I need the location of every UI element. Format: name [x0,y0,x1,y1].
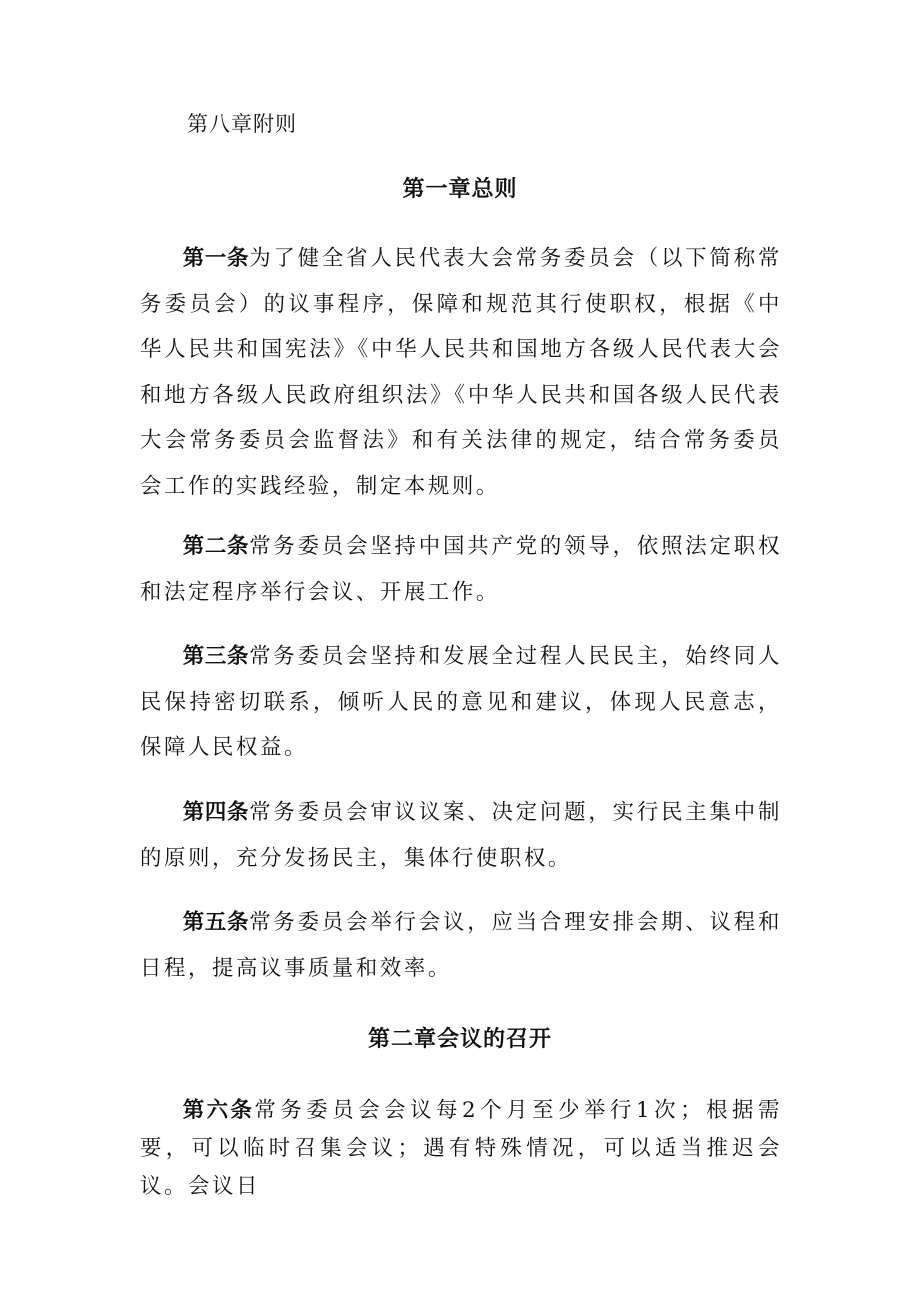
article-text: 常务委员会坚持中国共产党的领导，依照法定职权和法定程序举行会议、开展工作。 [140,534,782,605]
article-text: 为了健全省人民代表大会常务委员会（以下简称常务委员会）的议事程序，保障和规范其行使职权，根据《中华人民共和国宪法》《中华人民共和国地方各级人民代表大会和地方各级人民政府组织法》《中华人民共和国各级人民代表大会常务委员会监督法》和有关法律的规定，结合常务委员会工作的实践经验，制定本规则。 [140,246,782,499]
article-label: 第四条 [182,800,250,825]
article-label: 第一条 [182,246,250,271]
chapter-title-one: 第一章总则 [402,177,518,202]
article-six [140,1092,782,1206]
article-text: 常务委员会审议议案、决定问题，实行民主集中制的原则，充分发扬民主，集体行使职权。 [140,800,782,871]
article-text: 常务委员会会议每2个月至少举行1次；根据需要，可以临时召集会议；遇有特殊情况，可以适当推迟会议。会议日 [140,1098,782,1199]
article-label: 第三条 [182,644,250,669]
article-label: 第二条 [182,534,250,559]
article-one [140,236,782,509]
chapter-title-two: 第二章会议的召开 [367,1027,552,1052]
toc-chapter-eight: 第八章附则 [187,112,297,136]
article-text: 常务委员会坚持和发展全过程人民民主，始终同人民保持密切联系，倾听人民的意见和建议，体现人民意志，保障人民权益。 [140,644,782,760]
article-four [140,790,782,881]
article-five [140,900,782,991]
article-text: 常务委员会举行会议，应当合理安排会期、议程和日程，提高议事质量和效率。 [140,910,782,981]
article-two [140,524,782,615]
article-label: 第六条 [182,1098,255,1123]
article-label: 第五条 [182,910,250,935]
article-three [140,634,782,771]
